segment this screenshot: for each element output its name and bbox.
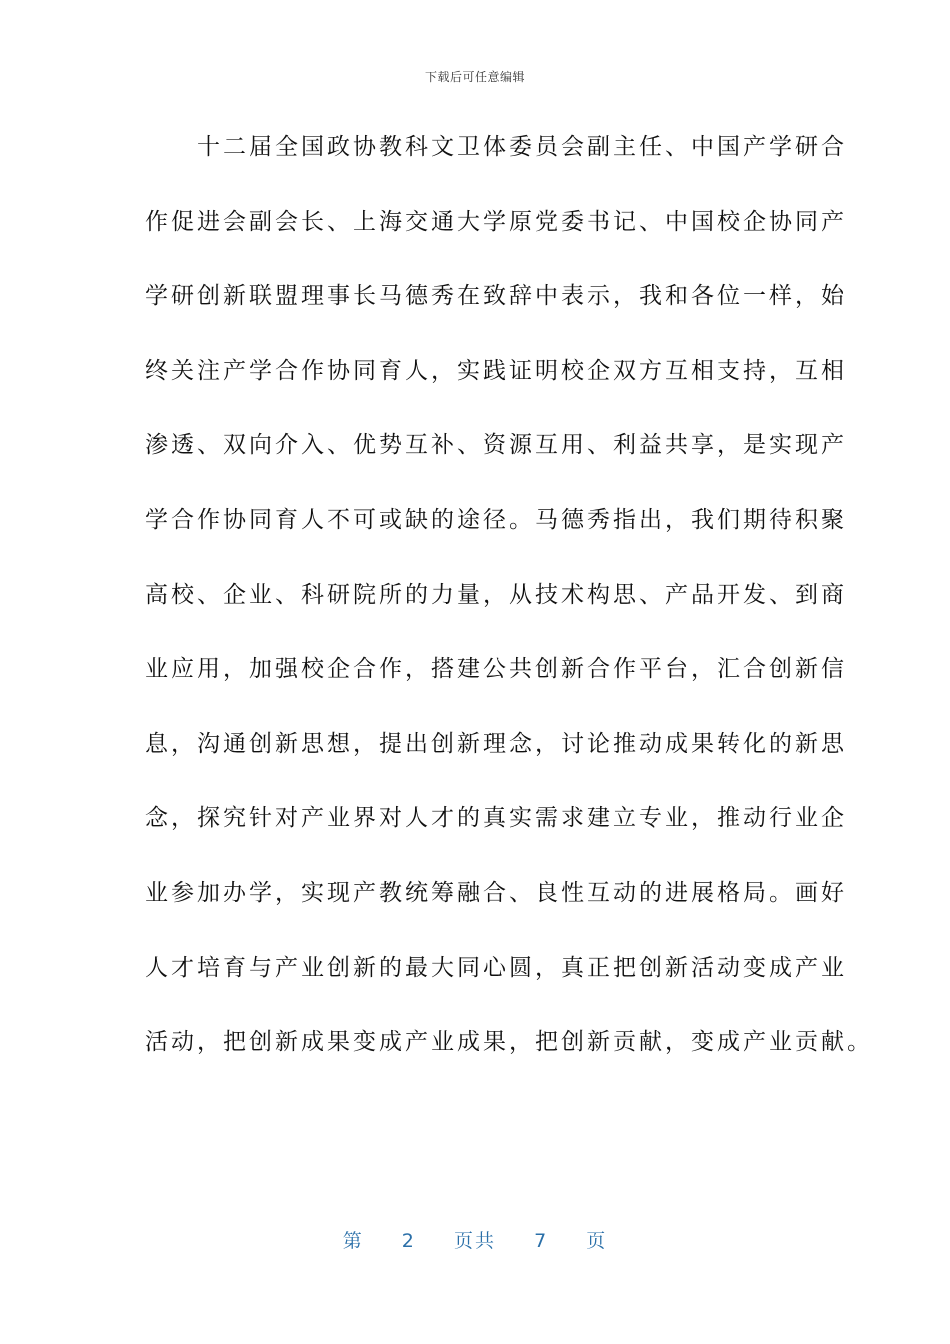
page-footer: [0, 1226, 950, 1253]
page-prefix: 第: [342, 1230, 364, 1252]
paragraph-line: 业参加办学，实现产教统筹融合、良性互动的进展格局。画好: [145, 879, 847, 906]
paragraph-line: 高校、企业、科研院所的力量，从技术构思、产品开发、到商: [145, 581, 847, 608]
paragraph-line: 学合作协同育人不可或缺的途径。马德秀指出，我们期待积聚: [145, 506, 847, 533]
page-middle-text: 页共: [453, 1230, 496, 1252]
paragraph-line: 十二届全国政协教科文卫体委员会副主任、中国产学研合: [145, 134, 847, 160]
paragraph-line: 息，沟通创新思想，提出创新理念，讨论推动成果转化的新思: [145, 730, 847, 757]
current-page-number: 2: [401, 1230, 416, 1252]
paragraph-line: 终关注产学合作协同育人，实践证明校企双方互相支持，互相: [145, 357, 847, 384]
document-body: [145, 122, 873, 1092]
paragraph-line: 业应用，加强校企合作，搭建公共创新合作平台，汇合创新信: [145, 656, 847, 683]
paragraph-line: 作促进会副会长、上海交通大学原党委书记、中国校企协同产: [145, 208, 847, 235]
paragraph-line: 人才培育与产业创新的最大同心圆，真正把创新活动变成产业: [145, 954, 847, 981]
total-pages-number: 7: [534, 1230, 549, 1252]
header-note: 下载后可任意编辑: [424, 70, 525, 84]
page-suffix: 页: [586, 1230, 608, 1252]
paragraph-line: 念，探究针对产业界对人才的真实需求建立专业，推动行业企: [145, 805, 847, 832]
paragraph-line: 学研创新联盟理事长马德秀在致辞中表示，我和各位一样，始: [145, 283, 847, 310]
paragraph-line: 活动，把创新成果变成产业成果，把创新贡献，变成产业贡献。: [145, 1029, 873, 1056]
paragraph-line: 渗透、双向介入、优势互补、资源互用、利益共享，是实现产: [145, 432, 847, 459]
